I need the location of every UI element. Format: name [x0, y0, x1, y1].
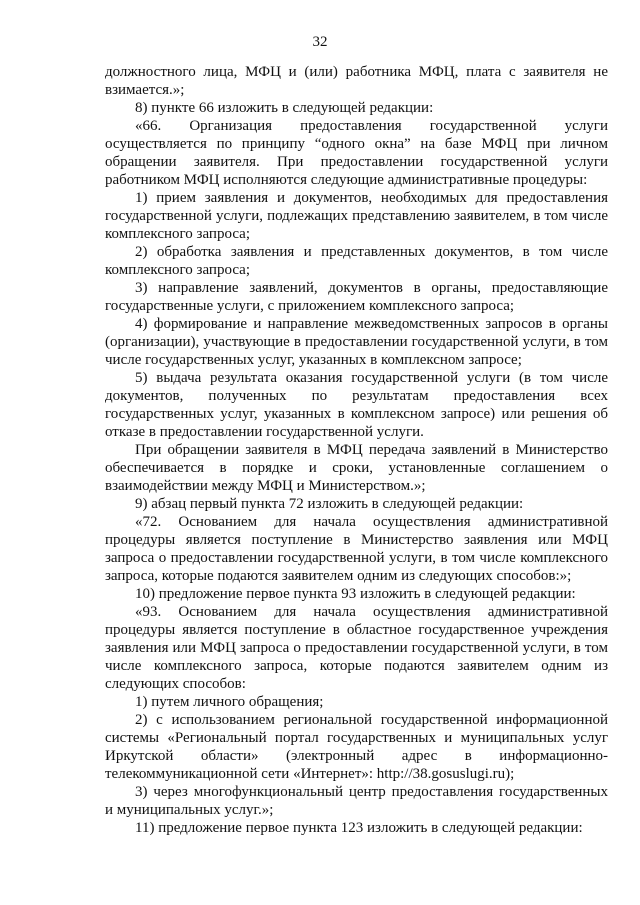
paragraph: 1) путем личного обращения;	[135, 694, 324, 710]
paragraph: При обращении заявителя в МФЦ передача заявлений в Министерство обеспечивается в порядке и сроки, установленные соглашением о взаимодействии между МФЦ и Министерством.»;	[105, 442, 608, 494]
paragraph: «66. Организация предоставления государственной услуги осуществляется по принципу “одного окна” на базе МФЦ при личном обращении заявителя. При предоставлении государственной услуги работником МФЦ исполняются следующие административные процедуры:	[105, 118, 608, 188]
paragraph: 2) обработка заявления и представленных документов, в том числе комплексного запроса;	[105, 244, 608, 278]
document-body	[105, 63, 608, 837]
paragraph: должностного лица, МФЦ и (или) работника МФЦ, плата с заявителя не взимается.»;	[105, 64, 608, 98]
paragraph: 3) направление заявлений, документов в органы, предоставляющие государственные услуги, с приложением комплексного запроса;	[105, 280, 608, 314]
paragraph: 10) предложение первое пункта 93 изложить в следующей редакции:	[135, 586, 576, 602]
paragraph: 1) прием заявления и документов, необходимых для предоставления государственной услуги, подлежащих представлению заявителем, в том числе комплексного запроса;	[105, 190, 608, 242]
paragraph: 8) пункте 66 изложить в следующей редакции:	[135, 100, 434, 116]
paragraph: «93. Основанием для начала осуществления административной процедуры является поступление в областное государственное учреждения заявления или МФЦ запроса о предоставлении государственной услуги, в том числе комплексного запроса, которые подаются заявителем одним из следующих способов:	[105, 604, 608, 692]
paragraph: 9) абзац первый пункта 72 изложить в следующей редакции:	[135, 496, 524, 512]
paragraph: 5) выдача результата оказания государственной услуги (в том числе документов, полученных по результатам предоставления всех государственных услуг, указанных в комплексном запросе) или решения об отказе в предоставлении государственной услуги.	[105, 370, 608, 440]
paragraph: 4) формирование и направление межведомственных запросов в органы (организации), участвующие в предоставлении государственной услуги, в том числе государственных услуг, указанных в комплексном запросе;	[105, 316, 608, 368]
page-number: 32	[312, 34, 328, 50]
paragraph: 3) через многофункциональный центр предоставления государственных и муниципальных услуг.»;	[105, 784, 608, 818]
paragraph: 11) предложение первое пункта 123 изложить в следующей редакции:	[135, 820, 583, 836]
paragraph: 2) с использованием региональной государственной информационной системы «Региональный портал государственных и муниципальных услуг Иркутской области» (электронный адрес в информационно-телекоммуникационной сети «Интернет»: http://38.gosuslugi.ru);	[105, 712, 608, 782]
paragraph: «72. Основанием для начала осуществления административной процедуры является поступление в Министерство заявления или МФЦ запроса о предоставлении государственной услуги, в том числе комплексного запроса, которые подаются заявителем одним из следующих способов:»;	[105, 514, 608, 584]
